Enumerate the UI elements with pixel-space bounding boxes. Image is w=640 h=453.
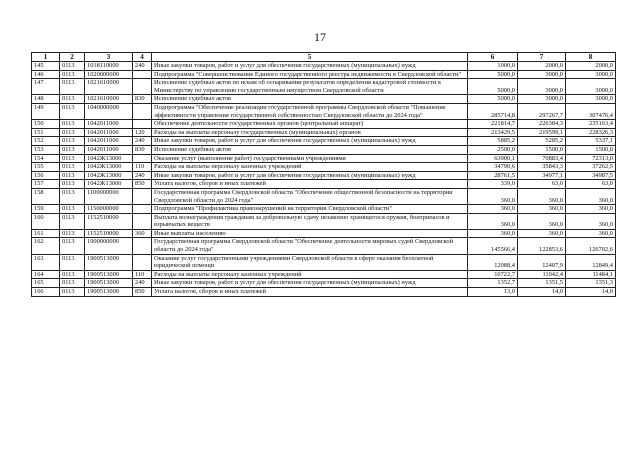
amount-year-3-cell: 72313,0 <box>566 154 616 163</box>
amount-year-1-cell: 221814,7 <box>468 120 518 129</box>
target-article-code-cell: 1042Ж13000 <box>85 154 133 163</box>
table-row <box>32 180 616 189</box>
table-row <box>32 145 616 154</box>
row-description-cell: Выплата вознаграждения гражданам за добровольную сдачу незаконно хранящегося оружия, боеприпасов и взрывчатых веществ <box>152 213 468 229</box>
table-row <box>32 128 616 137</box>
row-number-cell: 166 <box>32 288 60 297</box>
row-number-cell: 157 <box>32 180 60 189</box>
target-article-code-cell: 1900513000 <box>85 279 133 288</box>
amount-year-2-cell: 226384,3 <box>518 120 566 129</box>
amount-year-1-cell: 63900,1 <box>468 154 518 163</box>
section-code-cell: 0113 <box>60 137 85 146</box>
section-code-cell: 0113 <box>60 70 85 79</box>
amount-year-2-cell: 63,0 <box>518 180 566 189</box>
section-code-cell: 0113 <box>60 188 85 204</box>
amount-year-2-cell: 3000,0 <box>518 70 566 79</box>
amount-year-1-cell: 360,0 <box>468 205 518 214</box>
amount-year-2-cell: 1500,0 <box>518 145 566 154</box>
amount-year-2-cell: 219599,1 <box>518 128 566 137</box>
expense-type-code-cell <box>133 254 152 270</box>
row-description-cell: Иные закупки товаров, работ и услуг для обеспечения государственных (муниципальных) нужд <box>152 279 468 288</box>
row-description-cell: Оказание услуг (выполнение работ) государственными учреждениями <box>152 154 468 163</box>
row-number-cell: 149 <box>32 103 60 119</box>
section-code-cell: 0113 <box>60 154 85 163</box>
table-row <box>32 62 616 71</box>
section-code-cell: 0113 <box>60 163 85 172</box>
target-article-code-cell: 1020000000 <box>85 70 133 79</box>
row-number-cell: 151 <box>32 128 60 137</box>
amount-year-3-cell: 360,0 <box>566 229 616 238</box>
table-row <box>32 163 616 172</box>
row-description-cell: Иные закупки товаров, работ и услуг для обеспечения государственных (муниципальных) нужд <box>152 137 468 146</box>
expense-type-code-cell <box>133 205 152 214</box>
header-cell: 1 <box>32 53 60 62</box>
amount-year-2-cell: 3000,0 <box>518 95 566 104</box>
amount-year-2-cell: 3000,0 <box>518 79 566 95</box>
row-number-cell: 159 <box>32 205 60 214</box>
row-number-cell: 164 <box>32 270 60 279</box>
row-description-cell: Подпрограмма "Совершенствование Единого государственного реестра недвижимости в Свердловской области" <box>152 70 468 79</box>
row-description-cell: Иные выплаты населению <box>152 229 468 238</box>
amount-year-2-cell: 360,0 <box>518 213 566 229</box>
amount-year-1-cell: 5885,2 <box>468 137 518 146</box>
table-row <box>32 279 616 288</box>
amount-year-2-cell: 2000,0 <box>518 62 566 71</box>
amount-year-2-cell: 360,0 <box>518 205 566 214</box>
expense-type-code-cell: 830 <box>133 95 152 104</box>
page-number: 17 <box>314 30 326 44</box>
target-article-code-cell: 1152510000 <box>85 213 133 229</box>
section-code-cell: 0113 <box>60 145 85 154</box>
amount-year-2-cell: 5285,2 <box>518 137 566 146</box>
row-description-cell: Обеспечение деятельности государственных органов (центральный аппарат) <box>152 120 468 129</box>
table-row <box>32 95 616 104</box>
amount-year-3-cell: 1500,0 <box>566 145 616 154</box>
row-description-cell: Иные закупки товаров, работ и услуг для обеспечения государственных (муниципальных) нужд <box>152 62 468 71</box>
amount-year-3-cell: 3000,0 <box>566 70 616 79</box>
section-code-cell: 0113 <box>60 95 85 104</box>
amount-year-2-cell: 70883,4 <box>518 154 566 163</box>
row-number-cell: 146 <box>32 70 60 79</box>
amount-year-1-cell: 213429,5 <box>468 128 518 137</box>
section-code-cell: 0113 <box>60 254 85 270</box>
expense-type-code-cell <box>133 238 152 254</box>
row-description-cell: Государственная программа Свердловской области "Обеспечение деятельности мировых судей Свердловской области до 2024 года" <box>152 238 468 254</box>
target-article-code-cell: 1042011000 <box>85 120 133 129</box>
row-number-cell: 150 <box>32 120 60 129</box>
row-description-cell: Государственная программа Свердловской области "Обеспечение общественной безопасности на территории Свердловской области до 2024 года" <box>152 188 468 204</box>
target-article-code-cell: 1900513000 <box>85 270 133 279</box>
amount-year-1-cell: 285714,8 <box>468 103 518 119</box>
table-row <box>32 238 616 254</box>
budget-table <box>31 52 616 297</box>
row-description-cell: Исполнение судебных актов <box>152 145 468 154</box>
amount-year-1-cell: 1352,7 <box>468 279 518 288</box>
section-code-cell: 0113 <box>60 128 85 137</box>
amount-year-1-cell: 5000,0 <box>468 95 518 104</box>
amount-year-3-cell: 307476,4 <box>566 103 616 119</box>
section-code-cell: 0113 <box>60 288 85 297</box>
amount-year-3-cell: 5337,1 <box>566 137 616 146</box>
table-row <box>32 154 616 163</box>
expense-type-code-cell <box>133 213 152 229</box>
amount-year-1-cell: 5000,0 <box>468 79 518 95</box>
amount-year-2-cell: 34977,1 <box>518 171 566 180</box>
row-description-cell: Исполнение судебных актов по искам об оспаривании результатов определения кадастровой стоимости к Министерству по управлению государственным имуществом Свердловской области <box>152 79 468 95</box>
amount-year-1-cell: 339,0 <box>468 180 518 189</box>
expense-type-code-cell: 830 <box>133 145 152 154</box>
section-code-cell: 0113 <box>60 180 85 189</box>
target-article-code-cell: 1042011000 <box>85 137 133 146</box>
amount-year-2-cell: 1351,5 <box>518 279 566 288</box>
section-code-cell: 0113 <box>60 205 85 214</box>
row-description-cell: Уплата налогов, сборов и иных платежей <box>152 180 468 189</box>
target-article-code-cell: 1021610000 <box>85 95 133 104</box>
target-article-code-cell: 1150000000 <box>85 205 133 214</box>
section-code-cell: 0113 <box>60 103 85 119</box>
amount-year-3-cell: 2000,0 <box>566 62 616 71</box>
amount-year-2-cell: 360,0 <box>518 188 566 204</box>
target-article-code-cell: 1018110000 <box>85 62 133 71</box>
amount-year-3-cell: 37262,5 <box>566 163 616 172</box>
target-article-code-cell: 1900513000 <box>85 288 133 297</box>
row-description-cell: Подпрограмма "Обеспечение реализации государственной программы Свердловской области "Повышение эффективности управления государственной собственностью Свердловской области до 2024 года" <box>152 103 468 119</box>
amount-year-2-cell: 12407,9 <box>518 254 566 270</box>
expense-type-code-cell: 240 <box>133 62 152 71</box>
target-article-code-cell: 1040000000 <box>85 103 133 119</box>
header-cell: 7 <box>518 53 566 62</box>
table-row <box>32 213 616 229</box>
section-code-cell: 0113 <box>60 213 85 229</box>
row-description-cell: Расходы на выплаты персоналу казенных учреждений <box>152 270 468 279</box>
table-row <box>32 137 616 146</box>
header-cell: 4 <box>133 53 152 62</box>
row-number-cell: 158 <box>32 188 60 204</box>
section-code-cell: 0113 <box>60 62 85 71</box>
amount-year-3-cell: 11484,1 <box>566 270 616 279</box>
target-article-code-cell: 1100000000 <box>85 188 133 204</box>
row-number-cell: 153 <box>32 145 60 154</box>
expense-type-code-cell <box>133 154 152 163</box>
amount-year-3-cell: 14,0 <box>566 288 616 297</box>
row-number-cell: 163 <box>32 254 60 270</box>
row-number-cell: 154 <box>32 154 60 163</box>
header-cell: 3 <box>85 53 133 62</box>
row-description-cell: Расходы на выплаты персоналу государственных (муниципальных) органов <box>152 128 468 137</box>
amount-year-3-cell: 360,0 <box>566 213 616 229</box>
target-article-code-cell: 1042Ж13000 <box>85 163 133 172</box>
table-row <box>32 188 616 204</box>
section-code-cell: 0113 <box>60 279 85 288</box>
header-cell: 8 <box>566 53 616 62</box>
expense-type-code-cell <box>133 79 152 95</box>
table-row <box>32 70 616 79</box>
amount-year-3-cell: 360,0 <box>566 205 616 214</box>
section-code-cell: 0113 <box>60 120 85 129</box>
amount-year-2-cell: 297267,7 <box>518 103 566 119</box>
amount-year-1-cell: 145566,4 <box>468 238 518 254</box>
amount-year-3-cell: 63,0 <box>566 180 616 189</box>
row-number-cell: 147 <box>32 79 60 95</box>
amount-year-2-cell: 14,0 <box>518 288 566 297</box>
table-row <box>32 103 616 119</box>
table-header-row <box>32 53 616 62</box>
row-number-cell: 152 <box>32 137 60 146</box>
target-article-code-cell: 1900513000 <box>85 254 133 270</box>
amount-year-3-cell: 228326,3 <box>566 128 616 137</box>
expense-type-code-cell: 240 <box>133 279 152 288</box>
header-cell: 6 <box>468 53 518 62</box>
amount-year-3-cell: 235163,4 <box>566 120 616 129</box>
target-article-code-cell: 1152510000 <box>85 229 133 238</box>
amount-year-3-cell: 3000,0 <box>566 79 616 95</box>
amount-year-2-cell: 11042,4 <box>518 270 566 279</box>
expense-type-code-cell: 360 <box>133 229 152 238</box>
amount-year-1-cell: 28761,5 <box>468 171 518 180</box>
expense-type-code-cell: 110 <box>133 270 152 279</box>
table-row <box>32 79 616 95</box>
amount-year-1-cell: 1000,0 <box>468 62 518 71</box>
amount-year-1-cell: 360,0 <box>468 188 518 204</box>
row-number-cell: 156 <box>32 171 60 180</box>
header-cell: 5 <box>152 53 468 62</box>
section-code-cell: 0113 <box>60 79 85 95</box>
table-row <box>32 120 616 129</box>
row-description-cell: Оказание услуг государственными учреждениями Свердловской области в сфере оказания бесплатной юридической помощи <box>152 254 468 270</box>
row-description-cell: Иные закупки товаров, работ и услуг для обеспечения государственных (муниципальных) нужд <box>152 171 468 180</box>
row-description-cell: Расходы на выплаты персоналу казенных учреждений <box>152 163 468 172</box>
section-code-cell: 0113 <box>60 238 85 254</box>
expense-type-code-cell <box>133 188 152 204</box>
target-article-code-cell: 1042011000 <box>85 128 133 137</box>
table-row <box>32 288 616 297</box>
section-code-cell: 0113 <box>60 270 85 279</box>
target-article-code-cell: 1021610000 <box>85 79 133 95</box>
row-number-cell: 161 <box>32 229 60 238</box>
expense-type-code-cell <box>133 103 152 119</box>
section-code-cell: 0113 <box>60 171 85 180</box>
expense-type-code-cell: 120 <box>133 128 152 137</box>
amount-year-1-cell: 13,0 <box>468 288 518 297</box>
amount-year-3-cell: 12849,4 <box>566 254 616 270</box>
table-row <box>32 171 616 180</box>
amount-year-1-cell: 5000,0 <box>468 70 518 79</box>
row-number-cell: 155 <box>32 163 60 172</box>
amount-year-3-cell: 360,0 <box>566 188 616 204</box>
expense-type-code-cell: 850 <box>133 288 152 297</box>
amount-year-1-cell: 360,0 <box>468 213 518 229</box>
amount-year-2-cell: 122853,6 <box>518 238 566 254</box>
row-number-cell: 162 <box>32 238 60 254</box>
amount-year-1-cell: 10722,7 <box>468 270 518 279</box>
expense-type-code-cell <box>133 70 152 79</box>
expense-type-code-cell: 240 <box>133 171 152 180</box>
amount-year-3-cell: 3000,0 <box>566 95 616 104</box>
target-article-code-cell: 1042Ж13000 <box>85 180 133 189</box>
amount-year-2-cell: 35843,3 <box>518 163 566 172</box>
amount-year-3-cell: 126702,6 <box>566 238 616 254</box>
amount-year-2-cell: 360,0 <box>518 229 566 238</box>
row-number-cell: 145 <box>32 62 60 71</box>
expense-type-code-cell: 110 <box>133 163 152 172</box>
expense-type-code-cell: 850 <box>133 180 152 189</box>
expense-type-code-cell <box>133 120 152 129</box>
amount-year-1-cell: 12088,4 <box>468 254 518 270</box>
row-description-cell: Уплата налогов, сборов и иных платежей <box>152 288 468 297</box>
table-row <box>32 205 616 214</box>
amount-year-1-cell: 360,0 <box>468 229 518 238</box>
table-row <box>32 229 616 238</box>
row-number-cell: 148 <box>32 95 60 104</box>
amount-year-3-cell: 34987,5 <box>566 171 616 180</box>
target-article-code-cell: 1042011000 <box>85 145 133 154</box>
table-row <box>32 270 616 279</box>
section-code-cell: 0113 <box>60 229 85 238</box>
amount-year-1-cell: 2500,0 <box>468 145 518 154</box>
row-description-cell: Исполнение судебных актов <box>152 95 468 104</box>
row-description-cell: Подпрограмма "Профилактика правонарушений на территории Свердловской области" <box>152 205 468 214</box>
amount-year-1-cell: 34790,6 <box>468 163 518 172</box>
expense-type-code-cell: 240 <box>133 137 152 146</box>
table-row <box>32 254 616 270</box>
target-article-code-cell: 1900000000 <box>85 238 133 254</box>
target-article-code-cell: 1042Ж13000 <box>85 171 133 180</box>
row-number-cell: 160 <box>32 213 60 229</box>
row-number-cell: 165 <box>32 279 60 288</box>
header-cell: 2 <box>60 53 85 62</box>
amount-year-3-cell: 1351,3 <box>566 279 616 288</box>
